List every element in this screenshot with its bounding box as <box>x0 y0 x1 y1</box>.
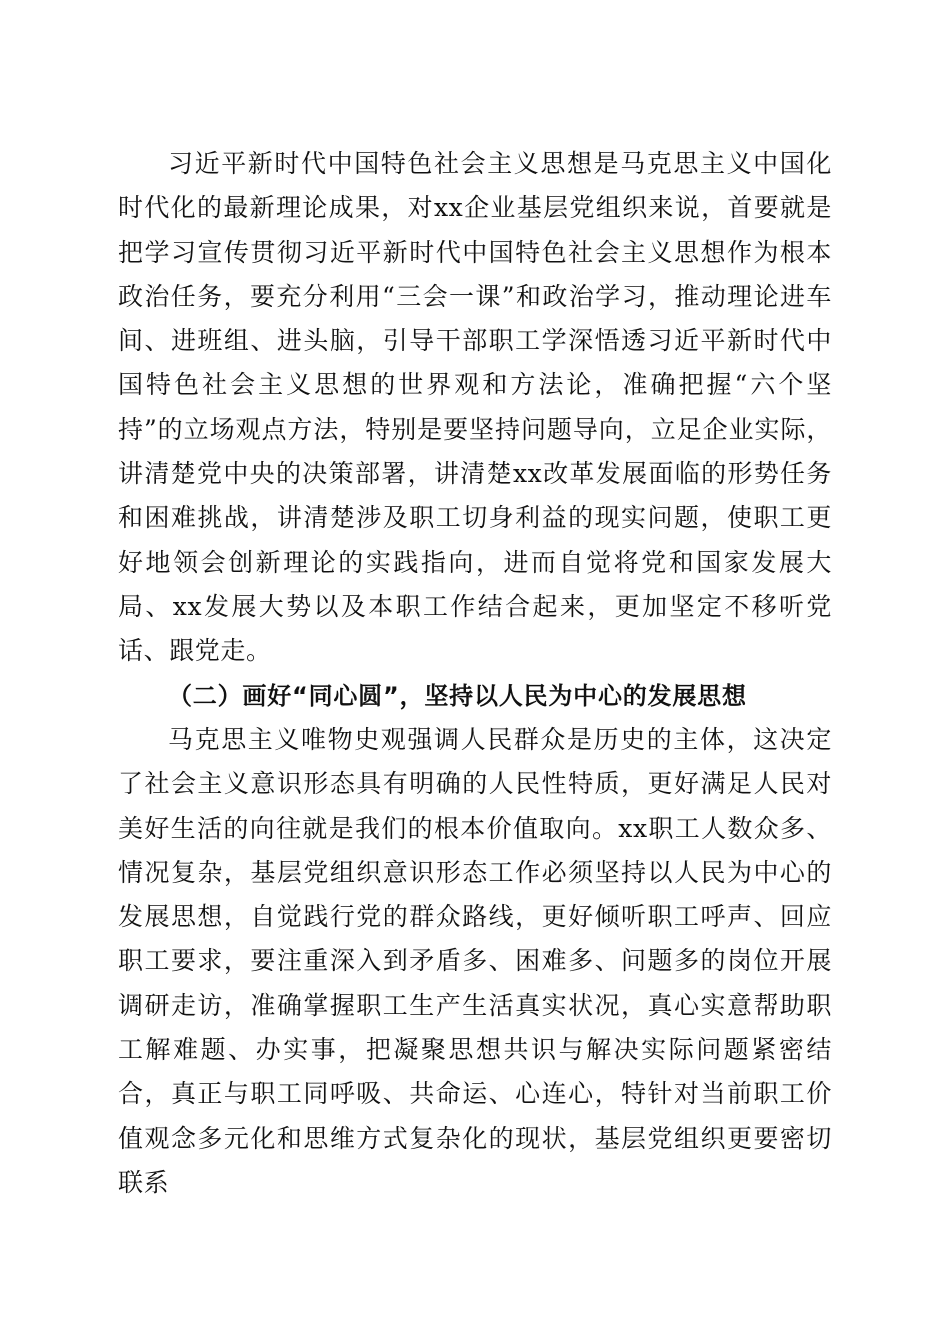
section-heading-2: （二）画好“同心圆”，坚持以人民为中心的发展思想 <box>168 682 747 710</box>
body-paragraph-1: 习近平新时代中国特色社会主义思想是马克思主义中国化时代化的最新理论成果，对xx企业基层党组织来说，首要就是把学习宣传贯彻习近平新时代中国特色社会主义思想作为根本政治任务，要充分利用“三会一课”和政治学习，推动理论进车间、进班组、进头脑，引导干部职工学深悟透习近平新时代中国特色社会主义思想的世界观和方法论，准确把握“六个坚持”的立场观点方法，特别是要坚持问题导向，立足企业实际，讲清楚党中央的决策部署，讲清楚xx改革发展面临的形势任务和困难挑战，讲清楚涉及职工切身利益的现实问题，使职工更好地领会创新理论的实践指向，进而自觉将党和国家发展大局、xx发展大势以及本职工作结合起来，更加坚定不移听党话、跟党走。 <box>118 149 832 666</box>
body-paragraph-2: 马克思主义唯物史观强调人民群众是历史的主体，这决定了社会主义意识形态具有明确的人民性特质，更好满足人民对美好生活的向往就是我们的根本价值取向。xx职工人数众多、情况复杂，基层党组织意识形态工作必须坚持以人民为中心的发展思想，自觉践行党的群众路线，更好倾听职工呼声、回应职工要求，要注重深入到矛盾多、困难多、问题多的岗位开展调研走访，准确掌握职工生产生活真实状况，真心实意帮助职工解难题、办实事，把凝聚思想共识与解决实际问题紧密结合，真正与职工同呼吸、共命运、心连心，特针对当前职工价值观念多元化和思维方式复杂化的现状，基层党组织更要密切联系 <box>118 725 832 1197</box>
